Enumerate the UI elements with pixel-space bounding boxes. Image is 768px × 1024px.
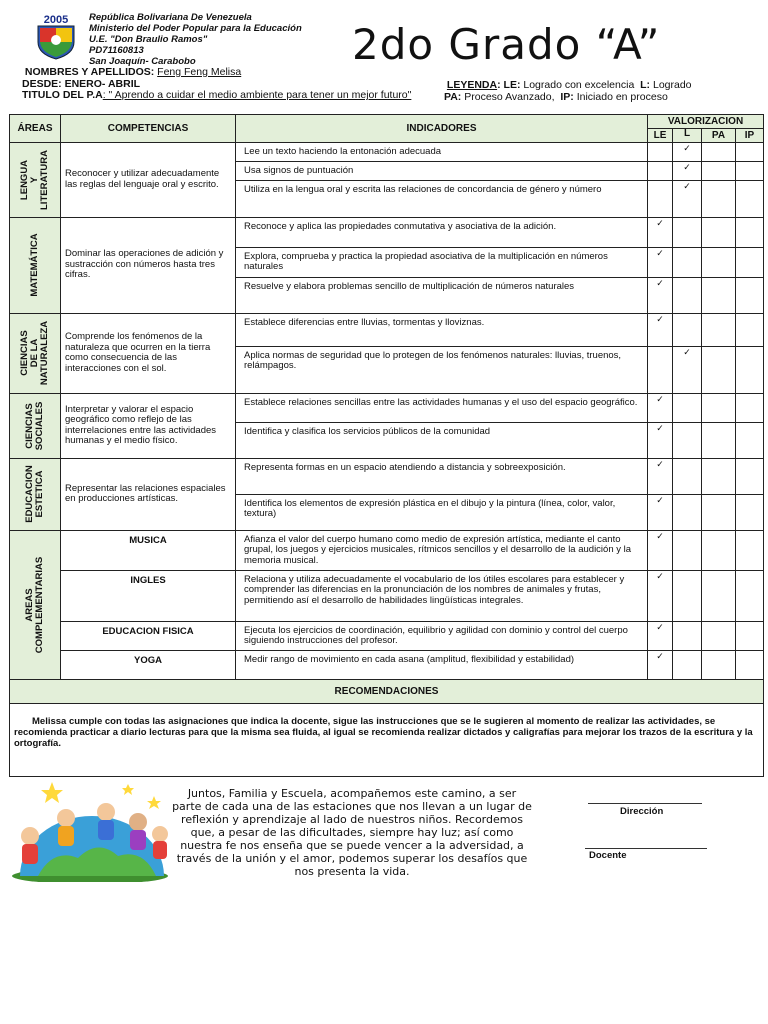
indicador-cell: Medir rango de movimiento en cada asana (amplitud, flexibilidad y estabilidad) [236, 650, 648, 679]
area-label: EDUCACION ESTETICA [24, 465, 45, 523]
valorizacion-cell-l [673, 180, 702, 217]
institution-line: Ministerio del Poder Popular para la Educación [89, 23, 302, 34]
valorizacion-cell-l [673, 458, 702, 494]
valorizacion-cell-pa [702, 530, 736, 570]
area-cell [10, 458, 61, 530]
valorizacion-cell-l [673, 494, 702, 530]
valorizacion-cell-l [673, 570, 702, 621]
valorizacion-cell-ip [736, 494, 764, 530]
valorizacion-cell-pa [702, 180, 736, 217]
area-cell [10, 530, 61, 679]
recomendaciones-header: RECOMENDACIONES [10, 679, 764, 703]
children-globe-illustration [8, 778, 178, 882]
valorizacion-cell-l [673, 217, 702, 247]
subject-cell: MUSICA [61, 530, 236, 570]
valorizacion-cell-pa [702, 570, 736, 621]
area-label: MATEMÁTICA [29, 233, 40, 297]
report-header [0, 0, 768, 115]
valorizacion-cell-le [648, 277, 673, 313]
indicador-cell: Relaciona y utiliza adecuadamente el vocabulario de los útiles escolares para establecer y comprender las diferencias en la pronunciación de los nombres de animales y frutas, permitiendo así el desarrollo de habilidades lingüísticas integrales. [236, 570, 648, 621]
valorizacion-cell-ip [736, 621, 764, 650]
indicador-cell: Lee un texto haciendo la entonación adecuada [236, 143, 648, 162]
area-label: AREAS COMPLEMENTARIAS [24, 556, 45, 653]
indicador-cell: Explora, comprueba y practica la propiedad asociativa de la multiplicación en números naturales [236, 247, 648, 277]
valorizacion-cell-ip [736, 217, 764, 247]
recomendaciones-row [10, 703, 764, 776]
valorizacion-cell-le [648, 143, 673, 162]
valorizacion-cell-l [673, 621, 702, 650]
institution-line: PD71160813 [89, 45, 144, 56]
check-icon: ✓ [656, 650, 664, 661]
valorizacion-cell-l [673, 247, 702, 277]
table-row [10, 313, 764, 346]
table-row [10, 143, 764, 162]
legend: LEYENDA: LE: Logrado con excelencia L: Logrado PA: Proceso Avanzado, IP: Iniciado en proceso [444, 79, 692, 103]
legend-key: IP: [560, 90, 574, 103]
valorizacion-cell-pa [702, 458, 736, 494]
table-row [10, 530, 764, 570]
indicador-cell: Identifica los elementos de expresión plástica en el dibujo y la pintura (línea, color, valor, textura) [236, 494, 648, 530]
valorizacion-cell-ip [736, 570, 764, 621]
valorizacion-cell-l [673, 346, 702, 393]
check-icon: ✓ [656, 422, 664, 433]
col-header-pa: PA [702, 129, 736, 143]
col-header-areas: ÁREAS [10, 115, 61, 143]
indicador-cell: Reconoce y aplica las propiedades conmutativa y asociativa de la adición. [236, 217, 648, 247]
check-icon: ✓ [656, 277, 664, 288]
col-header-ip: IP [736, 129, 764, 143]
competencia-cell: Representar las relaciones espaciales en producciones artísticas. [61, 458, 236, 530]
valorizacion-cell-pa [702, 346, 736, 393]
valorizacion-cell-le [648, 180, 673, 217]
docente-label: Docente [589, 850, 627, 861]
check-icon: ✓ [683, 143, 691, 153]
valorizacion-cell-ip [736, 161, 764, 180]
valorizacion-cell-pa [702, 621, 736, 650]
indicador-cell: Utiliza en la lengua oral y escrita las relaciones de concordancia de género y número [236, 180, 648, 217]
valorizacion-cell-l [673, 650, 702, 679]
direccion-signature-line [588, 803, 702, 804]
evaluation-table [9, 114, 764, 777]
valorizacion-cell-ip [736, 277, 764, 313]
valorizacion-cell-pa [702, 217, 736, 247]
valorizacion-cell-le [648, 621, 673, 650]
grade-title: 2do Grado “A” [352, 20, 661, 69]
area-cell [10, 313, 61, 393]
indicador-cell: Usa signos de puntuación [236, 161, 648, 180]
valorizacion-cell-le [648, 458, 673, 494]
valorizacion-cell-le [648, 570, 673, 621]
indicador-cell: Establece relaciones sencillas entre las actividades humanas y el uso del espacio geográfico. [236, 393, 648, 422]
school-logo [28, 12, 84, 62]
valorizacion-cell-l [673, 161, 702, 180]
recomendaciones-text: Melissa cumple con todas las asignaciones que indica la docente, sigue las instrucciones que se le sugieren al momento de realizar las actividades, se recomienda practicar a diario lecturas para que la misma sea fluida, al igual se recomienda realizar dictados y caligrafías para mejorar los trazos de la escritura y la ortografía. [10, 703, 764, 776]
valorizacion-cell-ip [736, 458, 764, 494]
valorizacion-cell-ip [736, 346, 764, 393]
valorizacion-cell-pa [702, 422, 736, 458]
period-label: DESDE: ENERO- ABRIL [22, 77, 141, 90]
col-header-indicadores: INDICADORES [236, 115, 648, 143]
valorizacion-cell-l [673, 277, 702, 313]
col-header-valorizacion: VALORIZACION [648, 115, 764, 129]
legend-key: LE: [503, 79, 521, 91]
check-icon: ✓ [656, 458, 664, 469]
indicador-cell: Establece diferencias entre lluvias, tormentas y lloviznas. [236, 313, 648, 346]
evaluation-body [10, 143, 764, 777]
logo-year: 2005 [43, 14, 69, 26]
check-icon: ✓ [656, 621, 664, 632]
project-title-label: TITULO DEL P.A [22, 89, 103, 101]
institution-block [89, 12, 302, 67]
competencia-cell: Interpretar y valorar el espacio geográfico como reflejo de las interrelaciones entre las actividades humanas y el medio físico. [61, 393, 236, 458]
area-cell [10, 143, 61, 218]
legend-text: Iniciado en proceso [576, 90, 668, 103]
valorizacion-cell-le [648, 247, 673, 277]
legend-label: LEYENDA [446, 79, 498, 91]
valorizacion-cell-le [648, 393, 673, 422]
valorizacion-cell-pa [702, 277, 736, 313]
valorizacion-cell-pa [702, 143, 736, 162]
valorizacion-cell-ip [736, 422, 764, 458]
area-label: CIENCIAS SOCIALES [24, 401, 45, 450]
legend-text: Proceso Avanzado, [464, 90, 555, 103]
table-row [10, 621, 764, 650]
subject-cell: YOGA [61, 650, 236, 679]
check-icon: ✓ [656, 393, 664, 404]
valorizacion-cell-le [648, 313, 673, 346]
valorizacion-cell-l [673, 530, 702, 570]
name-label: NOMBRES Y APELLIDOS: [24, 66, 155, 78]
valorizacion-cell-ip [736, 650, 764, 679]
valorizacion-cell-le [648, 161, 673, 180]
institution-line: U.E. "Don Braulio Ramos" [89, 34, 208, 45]
legend-key: PA: [444, 90, 462, 103]
competencia-cell: Dominar las operaciones de adición y sustracción con números hasta tres cifras. [61, 217, 236, 313]
docente-signature-line [585, 848, 707, 849]
valorizacion-cell-pa [702, 393, 736, 422]
valorizacion-cell-pa [702, 650, 736, 679]
valorizacion-cell-pa [702, 494, 736, 530]
valorizacion-cell-pa [702, 313, 736, 346]
competencia-cell: Reconocer y utilizar adecuadamente las reglas del lenguaje oral y escrito. [61, 143, 236, 218]
subject-cell: INGLES [61, 570, 236, 621]
table-row [10, 393, 764, 422]
valorizacion-cell-le [648, 422, 673, 458]
valorizacion-cell-pa [702, 247, 736, 277]
table-row [10, 570, 764, 621]
indicador-cell: Representa formas en un espacio atendiendo a distancia y sobreexposición. [236, 458, 648, 494]
valorizacion-cell-ip [736, 530, 764, 570]
institution-line: San Joaquín- Carabobo [89, 56, 196, 67]
area-label: CIENCIAS DE LA NATURALEZA [19, 320, 50, 386]
legend-key: L: [640, 79, 651, 91]
valorizacion-cell-l [673, 422, 702, 458]
legend-text: Logrado con excelencia [523, 79, 635, 91]
valorizacion-cell-l [673, 393, 702, 422]
valorizacion-cell-le [648, 530, 673, 570]
valorizacion-cell-l [673, 313, 702, 346]
valorizacion-cell-le [648, 217, 673, 247]
valorizacion-cell-l [673, 143, 702, 162]
check-icon: ✓ [683, 346, 691, 357]
check-icon: ✓ [656, 494, 664, 505]
table-row [10, 217, 764, 247]
check-icon: ✓ [683, 161, 691, 172]
student-name: Feng Feng Melisa [157, 66, 242, 78]
col-header-competencias: COMPETENCIAS [61, 115, 236, 143]
table-row [10, 650, 764, 679]
recomendaciones-header-row [10, 679, 764, 703]
subject-cell: EDUCACION FISICA [61, 621, 236, 650]
legend-text: Logrado [652, 79, 692, 91]
valorizacion-cell-pa [702, 161, 736, 180]
valorizacion-cell-ip [736, 393, 764, 422]
check-icon: ✓ [656, 217, 664, 228]
competencia-cell: Comprende los fenómenos de la naturaleza que ocurren en la tierra como consecuencia de las interacciones con el sol. [61, 313, 236, 393]
valorizacion-cell-le [648, 650, 673, 679]
valorizacion-cell-ip [736, 247, 764, 277]
closing-message: Juntos, Familia y Escuela, acompañemos este camino, a ser parte de cada una de las estaciones que nos llevan a un lugar de reflexión y aprendizaje al lado de nuestros niños. Recordemos que, a pesar de las dificultades, siempre hay luz; así como nuestra fe nos enseña que se puede vencer a la adversidad, a través de la unión y el amor, podemos superar los desafíos que nos presenta la vida. [172, 787, 532, 878]
check-icon: ✓ [683, 180, 691, 191]
table-row [10, 458, 764, 494]
indicador-cell: Aplica normas de seguridad que lo protegen de los fenómenos naturales: lluvias, truenos, relámpagos. [236, 346, 648, 393]
valorizacion-cell-ip [736, 143, 764, 162]
area-cell [10, 393, 61, 458]
indicador-cell: Ejecuta los ejercicios de coordinación, equilibrio y agilidad con dominio y control del cuerpo siguiendo instrucciones del profesor. [236, 621, 648, 650]
valorizacion-cell-le [648, 346, 673, 393]
check-icon: ✓ [656, 313, 664, 324]
direccion-label: Dirección [620, 806, 664, 817]
area-cell [10, 217, 61, 313]
indicador-cell: Resuelve y elabora problemas sencillo de multiplicación de números naturales [236, 277, 648, 313]
valorizacion-cell-ip [736, 313, 764, 346]
institution-line: República Bolivariana De Venezuela [89, 12, 252, 23]
project-title: : " Aprendo a cuidar el medio ambiente para tener un mejor futuro" [102, 89, 412, 101]
col-header-le: LE [648, 129, 673, 143]
check-icon: ✓ [656, 570, 664, 581]
indicador-cell: Identifica y clasifica los servicios públicos de la comunidad [236, 422, 648, 458]
valorizacion-cell-le [648, 494, 673, 530]
check-icon: ✓ [656, 247, 664, 258]
valorizacion-cell-ip [736, 180, 764, 217]
indicador-cell: Afianza el valor del cuerpo humano como medio de expresión artística, mediante el canto grupal, los juegos y ejercicios musicales, rítmicos sencillos y el desarrollo de la audición y la memoria musical. [236, 530, 648, 570]
area-label: LENGUA Y LITERATURA [19, 149, 50, 210]
student-info [22, 67, 422, 102]
col-header-l: L [673, 129, 702, 143]
check-icon: ✓ [656, 530, 664, 541]
